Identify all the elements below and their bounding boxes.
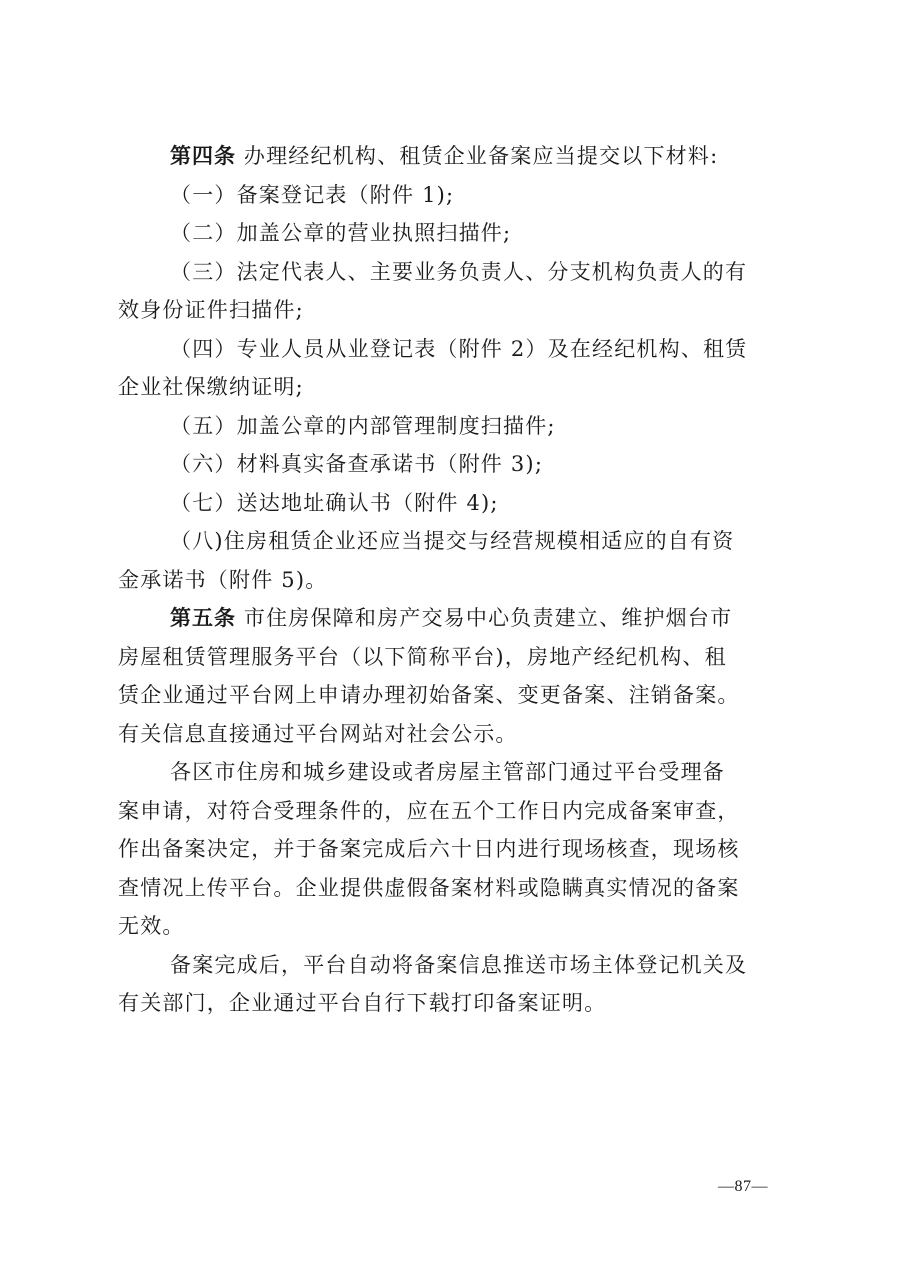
article-4-item: （七）送达地址确认书（附件 4);	[170, 490, 499, 515]
article-5-para3-line: 备案完成后，平台自动将备案信息推送市场主体登记机关及	[170, 952, 748, 977]
article-4-item-continuation: 效身份证件扫描件;	[118, 298, 304, 322]
article-4-intro-line	[118, 137, 790, 176]
article-4-item: （二）加盖公章的营业执照扫描件;	[170, 221, 512, 245]
article-4-heading: 第四条	[170, 144, 236, 168]
article-4-item: （六）材料真实备查承诺书（附件 3);	[170, 452, 544, 476]
article-5-line: 有关信息直接通过平台网站对社会公示。	[118, 721, 518, 746]
article-5-line: 房屋租赁管理服务平台（以下简称平台)，房地产经纪机构、租	[118, 644, 727, 669]
document-body	[118, 137, 790, 1023]
page-number: —87—	[718, 1178, 768, 1195]
article-4-intro: 办理经纪机构、租赁企业备案应当提交以下材料:	[236, 144, 719, 168]
article-5-para2-line: 作出备案决定，并于备案完成后六十日内进行现场核查，现场核	[118, 837, 740, 861]
article-4-item: （五）加盖公章的内部管理制度扫描件;	[170, 413, 556, 438]
article-5-para2-line: 案申请，对符合受理条件的，应在五个工作日内完成备案审查，	[118, 798, 740, 823]
article-5-para3-line: 有关部门，企业通过平台自行下载打印备案证明。	[118, 991, 607, 1015]
article-4-item: （一）备案登记表（附件 1);	[170, 182, 455, 207]
article-5-heading: 第五条	[170, 606, 236, 630]
article-5-first-line	[118, 599, 790, 638]
article-4-item: （八)住房租赁企业还应当提交与经营规模相适应的自有资	[170, 529, 735, 553]
article-5-para2-line: 各区市住房和城乡建设或者房屋主管部门通过平台受理备	[170, 760, 725, 784]
article-5-line: 赁企业通过平台网上申请办理初始备案、变更备案、注销备案。	[118, 683, 740, 707]
article-4-item-continuation: 企业社保缴纳证明;	[118, 375, 304, 399]
article-4-item-continuation: 金承诺书（附件 5)。	[118, 567, 328, 592]
article-5-para2-line: 查情况上传平台。企业提供虚假备案材料或隐瞒真实情况的备案	[118, 875, 740, 900]
article-5-para2-line: 无效。	[118, 914, 185, 938]
article-5-text: 市住房保障和房产交易中心负责建立、维护烟台市	[236, 606, 733, 630]
article-4-item: （三）法定代表人、主要业务负责人、分支机构负责人的有	[170, 259, 748, 284]
article-4-item: （四）专业人员从业登记表（附件 2）及在经纪机构、租赁	[170, 336, 748, 361]
